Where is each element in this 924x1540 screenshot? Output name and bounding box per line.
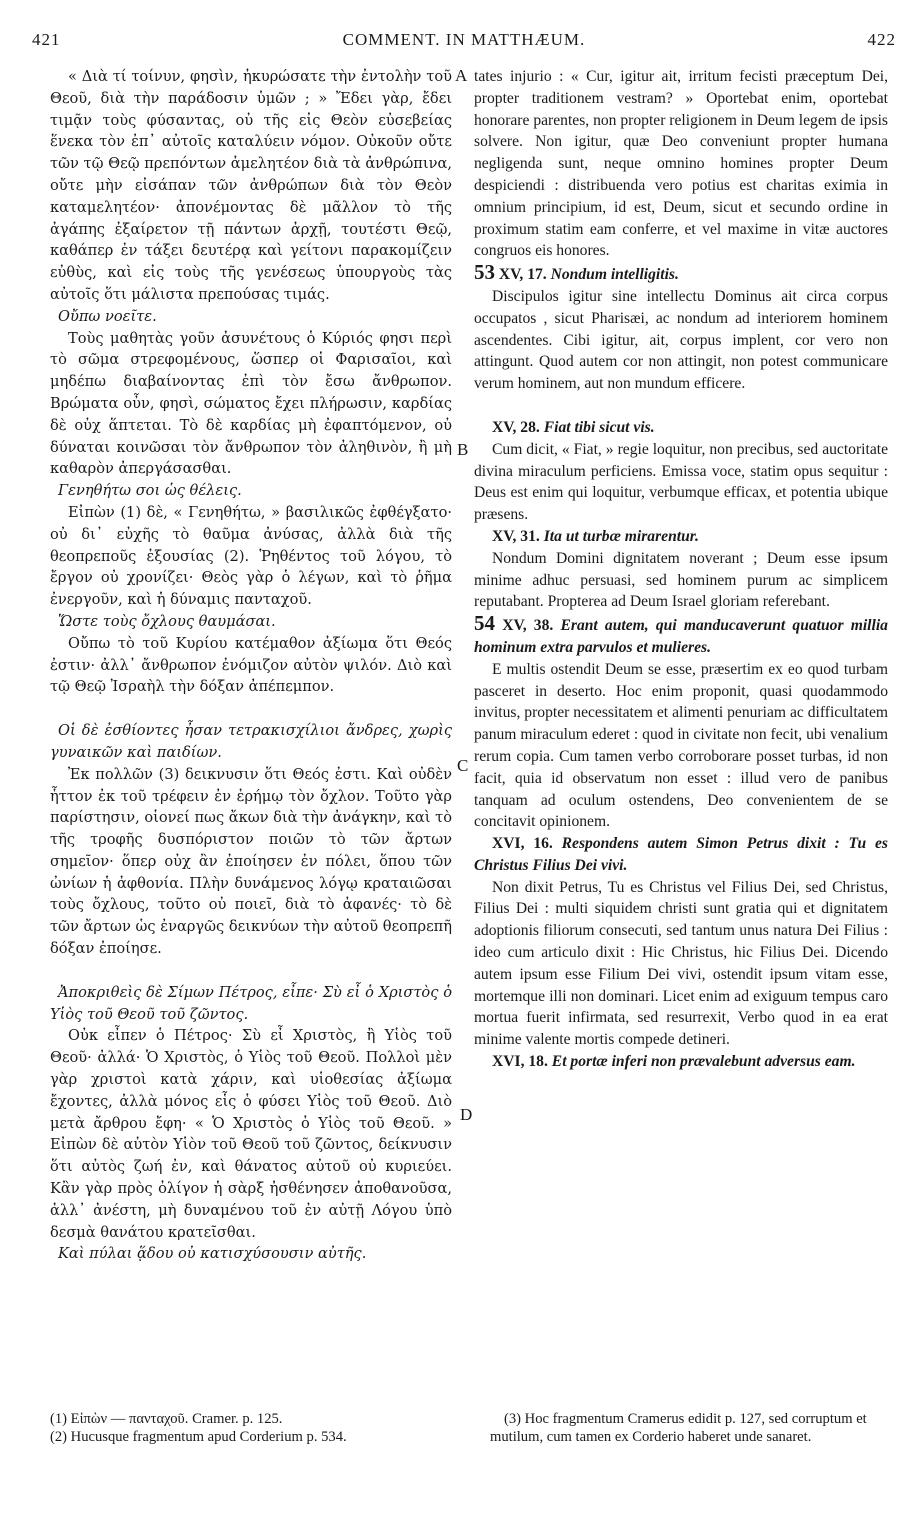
latin-paragraph: tates injurio : « Cur, igitur ait, irritum fecisti præceptum Dei, propter traditionem vestram? » Oportebat enim, oportebat honorare parentes, non propter religionem in Deum legem de ipsis solvere. Non igitur, quæ Deo conveniunt propter humana negligenda sunt, neque omnino homines propter Deum despiciendi : distribuenda vero potius est charitas eximia in omnium principium, id est, Deum, sicut et secundo ordine in proximum statim eam conferre, et vel maxime in vitæ auctores congruos eis honores. <box>474 68 888 260</box>
latin-paragraph: Non dixit Petrus, Tu es Christus vel Filius Dei, sed Christus, Filius Dei : multi siquidem christi sunt gratia qui et dignitatem adoptionis filiorum consecuti, sed tantum unus natura Dei Filius : ideo cum articulo dixit : Hic Christus, hic Filius Dei. Dicendo autem ipsum esse Filium Dei vivi, ostendit ipsum vitam esse, mortemque illi non dominari. Licet enim ad exiguum tempus caro mortua fuerit infirmata, sed resurrexit, Verbo quod in ea erat minime valente mortis compede detineri. <box>474 878 888 1049</box>
greek-paragraph: Εἰπὼν (1) δὲ, « Γενηθήτω, » βασιλικῶς ἐφθέγξατο· οὐ δι᾽ εὐχῆς τὸ θαῦμα ἀνύσας, ἀλλὰ διὰ τῆς θεοπρεποῦς ἐξουσίας (2). Ῥηθέντος τοῦ λόγου, τὸ ἔργον οὐ χρονίζει· Θεὸς γὰρ ὁ λέγων, καὶ τὸ ῥῆμα ἐνεργοῦν, καὶ ἡ δύναμις πανταχοῦ. <box>50 503 452 609</box>
greek-paragraph: Τοὺς μαθητὰς γοῦν ἀσυνέτους ὁ Κύριός φησι περὶ τὸ σῶμα στρεφομένους, ὥσπερ οἱ Φαρισαῖοι, καὶ μηδέπω διαβαίνοντας ἐπὶ τὸν ἔσω ἄνθρωπον. Βρώματα οὖν, φησὶ, σώματος ἔχει πλήρωσιν, καρδίας δὲ οὐχ ἅπτεται. Τὸ δὲ καρδίας μὴ ἐφαπτόμενον, οὐ δύναται κοινῶσαι τὸν ἄνθρωπον τὸν ἀληθινὸν, ἢ μὴ καθαρὸν ἀπεργάσασθαι. <box>50 329 452 478</box>
latin-lemma: 54 XV, 38. Erant autem, qui manducaverunt quatuor millia hominum extra parvulos et mulieres. <box>474 611 888 656</box>
greek-lemma: Ὥστε τοὺς ὄχλους θαυμάσαι. <box>58 612 276 630</box>
greek-lemma: Ἀποκριθεὶς δὲ Σίμων Πέτρος, εἶπε· Σὺ εἶ ὁ Χριστὸς ὁ Υἱὸς τοῦ Θεοῦ τοῦ ζῶντος. <box>50 983 452 1023</box>
latin-column <box>474 66 888 1073</box>
greek-lemma: Οἱ δὲ ἐσθίοντες ἦσαν τετρακισχίλιοι ἄνδρες, χωρὶς γυναικῶν καὶ παιδίων. <box>50 722 452 761</box>
margin-marker-a: A <box>455 66 468 85</box>
greek-lemma: Γενηθήτω σοι ὡς θέλεις. <box>58 482 242 500</box>
latin-paragraph: Nondum Domini dignitatem noverant ; Deum esse ipsum minime adhuc persuasi, sed hominem purum ac simplicem reputabant. Propterea ad Deum Israel gloriam referebant. <box>474 549 888 611</box>
page-number-left: 421 <box>32 30 61 49</box>
footnote: (1) Εἰπὼν — πανταχοῦ. Cramer. p. 125. <box>50 1411 283 1427</box>
page-number-right: 422 <box>867 30 896 49</box>
section-number: 53 <box>474 260 495 285</box>
margin-marker-c: C <box>457 756 469 775</box>
latin-paragraph: Discipulos igitur sine intellectu Dominus ait circa corpus occupatos , sicut Pharisæi, ac nondum ad interiorem hominem ascendentes. Cibi igitur, ait, corpus implent, cor vero non attingunt. Quod autem cor non attingit, non potest communicare verum hominem, aut non mundum efficere. <box>474 287 888 393</box>
footnote: (3) Hoc fragmentum Cramerus edidit p. 127, sed corruptum et mutilum, cum tamen ex Corderio haberet unde sanaret. <box>490 1411 867 1445</box>
latin-lemma: XV, 28. Fiat tibi sicut vis. <box>492 418 655 436</box>
footnotes-right <box>490 1410 890 1446</box>
greek-paragraph: « Διὰ τί τοίνυν, φησὶν, ἠκυρώσατε τὴν ἐντολὴν τοῦ Θεοῦ, διὰ τὴν παράδοσιν ὑμῶν ; » Ἔδει γὰρ, ἔδει τιμᾷν τοὺς φύσαντας, οὐ τῆς εἰς Θεὸν εὐσεβείας ἕνεκα τὸν ἐπ᾽ αὐτοῖς καταλύειν νόμον. Οὐκοῦν οὔτε τῶν τῷ Θεῷ πρεπόντων ἀμελητέον διὰ τὰ ἀνθρώπινα, οὔτε μὴν εἰσάπαν τῶν ἀνθρώπων διὰ τὸν Θεὸν καταμελητέον· ἀπονέμοντας δὲ μᾶλλον τὸ τῆς ἀγάπης ἐξαίρετον τῇ πάντων ἀρχῇ, τουτέστι Θεῷ, καθάπερ ἐν τάξει δευτέρᾳ καὶ γείτονι παρακομίζειν εὐθὺς, καὶ εἰς τοὺς τῆς γενέσεως ὑπουργοὺς τὰς αὐτοῖς ὅτι μάλιστα πρεπούσας τιμάς. <box>50 68 452 303</box>
latin-lemma: XVI, 16. Respondens autem Simon Petrus dixit : Tu es Christus Filius Dei vivi. <box>474 835 888 874</box>
latin-lemma: XV, 31. Ita ut turbæ mirarentur. <box>492 527 699 545</box>
latin-paragraph: Cum dicit, « Fiat, » regie loquitur, non precibus, sed auctoritate divina miraculum perficiens. Emissa voce, statim opus sequitur : Deus est enim qui loquitur, verbumque efficax, et potentia ubique præsens. <box>474 440 888 524</box>
margin-marker-d: D <box>460 1105 473 1124</box>
greek-lemma: Οὔπω νοεῖτε. <box>58 307 157 325</box>
footnote: (2) Hucusque fragmentum apud Corderium p. 534. <box>50 1429 347 1445</box>
greek-column <box>50 66 452 1265</box>
greek-paragraph: Οὐκ εἶπεν ὁ Πέτρος· Σὺ εἶ Χριστὸς, ἢ Υἱὸς τοῦ Θεοῦ· ἀλλά· Ὁ Χριστὸς, ὁ Υἱὸς τοῦ Θεοῦ. Πολλοὶ μὲν γὰρ χριστοὶ κατὰ χάριν, καὶ υἱοθεσίας ἀξίωμα ἔχοντες, ἀλλὰ μόνος εἷς ὁ φύσει Υἱὸς τοῦ Θεοῦ. Διὸ μετὰ ἄρθρου ἔφη· « Ὁ Χριστὸς ὁ Υἱὸς τοῦ Θεοῦ. » Εἰπὼν δὲ αὐτὸν Υἱὸν τοῦ Θεοῦ τοῦ ζῶντος, δείκνυσιν ὅτι αὐτὸς ζωή ἐν, καὶ θάνατος αὐτοῦ οὐ κυριεύει. Κἂν γὰρ πρὸς ὀλίγον ἡ σὰρξ ἠσθένησεν ἀποθανοῦσα, ἀλλ᾽ ἀνέστη, μὴ δυναμένου τοῦ ἐν αὐτῇ Λόγου ὑπὸ δεσμὰ θανάτου κρατεῖσθαι. <box>50 1027 452 1241</box>
latin-lemma: XVI, 18. Et portæ inferi non prævalebunt adversus eam. <box>492 1053 856 1071</box>
running-title: COMMENT. IN MATTHÆUM. <box>342 30 586 49</box>
greek-paragraph: Οὔπω τὸ τοῦ Κυρίου κατέμαθον ἀξίωμα ὅτι Θεός ἐστιν· ἀλλ᾽ ἄνθρωπον ἐνόμιζον αὐτὸν ψιλόν. Διὸ καὶ τῷ Θεῷ Ἰσραὴλ τὴν δόξαν ἀπέπεμπον. <box>50 634 452 696</box>
greek-lemma: Καὶ πύλαι ᾅδου οὐ κατισχύσουσιν αὐτῆς. <box>58 1245 367 1263</box>
footnotes-left <box>50 1410 452 1446</box>
latin-paragraph: E multis ostendit Deum se esse, præsertim ex eo quod turbam pasceret in deserto. Hoc enim proponit, quasi quodammodo invitus, propter necessitatem et alimenti penuriam ac difficultatem panum miraculum ederet : quod in civitate non fecit, ubi venalium rerum copia. Cum tamen verbo corroborare posset turbas, id non facit, quia id observatum non esset : illud vero de panibus tanquam ad oculum ostendens, Deo convenientem de se concitavit opinionem. <box>474 660 888 831</box>
section-number: 54 <box>474 611 495 636</box>
page-header <box>32 30 896 58</box>
greek-paragraph: Ἐκ πολλῶν (3) δεικνυσιν ὅτι Θεός ἐστι. Καὶ οὐδὲν ἧττον ἐκ τοῦ τρέφειν ἐν ἐρήμῳ τὸν ὄχλον. Τοῦτο γὰρ παρίστησιν, οἱονεί πως ἄκων διὰ τὴν ἀνάγκην, καὶ τὸ τῆς τροφῆς δυσπόριστον ποιῶν τὸ τῶν ἄρτων σημεῖον· ὅπερ οὐχ ἂν ἐποίησεν ἐν πόλει, ὅπου τῶν ὠνίων ἡ ἀφθονία. Πλὴν δυνάμενος λόγῳ κραταιῶσαι τοὺς ὄχλους, τοῦτο οὐ ποιεῖ, διὰ τὸ ἀφανές· τὸ δὲ τῶν ἄρτων ὡς ἐναργῶς δεικνύων τὴν αὐτοῦ θεοπρεπῆ δόξαν ἐποίησε. <box>50 765 452 958</box>
margin-marker-b: B <box>457 440 469 459</box>
latin-lemma: 53 XV, 17. Nondum intelligitis. <box>474 260 679 285</box>
